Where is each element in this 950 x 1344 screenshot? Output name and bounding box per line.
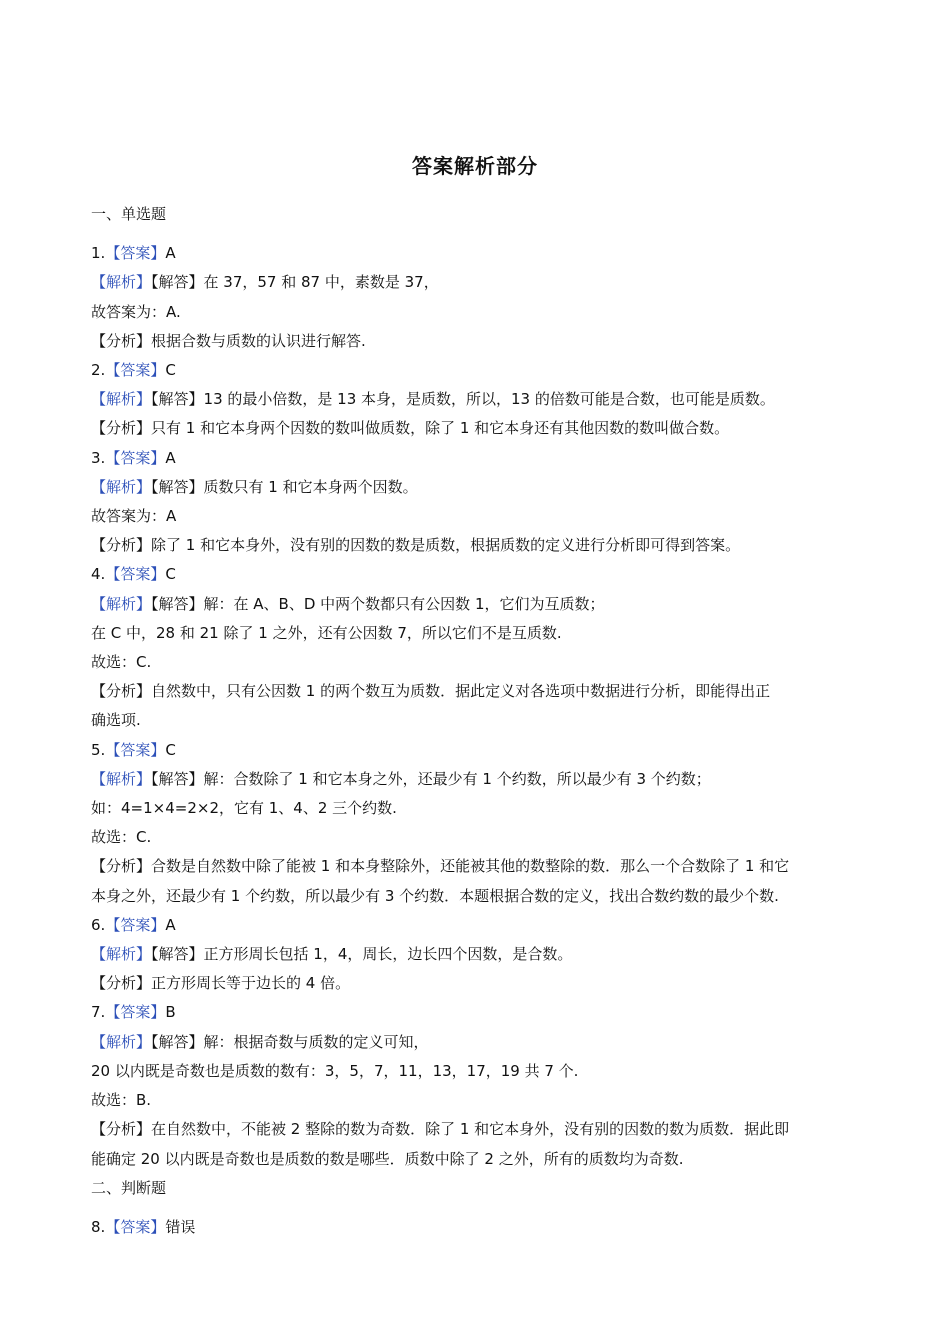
analysis-label: 【解析】 <box>91 594 152 613</box>
answer-label: 【答案】 <box>105 740 166 759</box>
solution-label: 【解答】 <box>151 594 204 613</box>
fenxi-label: 【分析】 <box>91 419 152 438</box>
answer-content <box>91 200 871 1242</box>
solution-label: 【解答】 <box>151 477 204 496</box>
fenxi-line: 【分析】自然数中，只有公因数 1 的两个数互为质数．据此定义对各选项中数据进行分析，即能得出正 <box>91 682 771 701</box>
answer-line: 1.【答案】A <box>91 244 176 263</box>
answer-label: 【答案】 <box>105 448 166 467</box>
answer-line: 2.【答案】C <box>91 361 176 380</box>
solution-line: 【解析】【解答】13 的最小倍数，是 13 本身，是质数，所以，13 的倍数可能是合数，也可能是质数。 <box>91 390 775 409</box>
solution-line: 如：4=1×4=2×2，它有 1、4、2 三个约数. <box>91 799 397 818</box>
fenxi-label: 【分析】 <box>91 1120 152 1139</box>
section-heading: 一、单选题 <box>91 205 167 223</box>
answer-label: 【答案】 <box>105 565 166 584</box>
solution-line: 20 以内既是奇数也是质数的数有：3，5，7，11，13，17，19 共 7 个. <box>91 1061 579 1080</box>
solution-line: 【解析】【解答】解：合数除了 1 和它本身之外，还最少有 1 个约数，所以最少有 3 个约数； <box>91 769 711 788</box>
answer-label: 【答案】 <box>105 361 166 380</box>
solution-label: 【解答】 <box>151 273 204 292</box>
answer-value: 错误 <box>165 1217 196 1236</box>
fenxi-label: 【分析】 <box>91 682 152 701</box>
answer-line: 5.【答案】C <box>91 740 176 759</box>
solution-label: 【解答】 <box>151 390 204 409</box>
analysis-label: 【解析】 <box>91 1032 152 1051</box>
solution-line: 在 C 中，28 和 21 除了 1 之外，还有公因数 7，所以它们不是互质数. <box>91 623 562 642</box>
section-heading: 二、判断题 <box>91 1178 167 1197</box>
answer-value: B <box>165 1003 176 1022</box>
solution-line: 故答案为：A <box>91 507 177 526</box>
answer-line: 6.【答案】A <box>91 915 176 934</box>
fenxi-line: 能确定 20 以内既是奇数也是质数的数是哪些．质数中除了 2 之外，所有的质数均为奇数. <box>91 1149 684 1168</box>
analysis-label: 【解析】 <box>91 477 152 496</box>
fenxi-label: 【分析】 <box>91 974 152 993</box>
fenxi-line: 【分析】在自然数中，不能被 2 整除的数为奇数．除了 1 和它本身外，没有别的因数的数为质数．据此即 <box>91 1120 790 1139</box>
solution-label: 【解答】 <box>151 769 204 788</box>
answer-line: 8.【答案】错误 <box>91 1217 196 1236</box>
solution-line: 【解析】【解答】在 37，57 和 87 中，素数是 37， <box>91 273 439 292</box>
analysis-label: 【解析】 <box>91 769 152 788</box>
fenxi-label: 【分析】 <box>91 857 152 876</box>
fenxi-line: 【分析】除了 1 和它本身外，没有别的因数的数是质数，根据质数的定义进行分析即可得到答案。 <box>91 536 741 555</box>
answer-label: 【答案】 <box>105 1003 166 1022</box>
fenxi-line: 【分析】根据合数与质数的认识进行解答. <box>91 331 366 350</box>
solution-label: 【解答】 <box>151 945 204 964</box>
solution-line: 【解析】【解答】质数只有 1 和它本身两个因数。 <box>91 477 418 496</box>
answer-value: A <box>165 448 176 467</box>
solution-line: 故选：C. <box>91 828 152 847</box>
solution-line: 【解析】【解答】正方形周长包括 1，4，周长，边长四个因数，是合数。 <box>91 945 573 964</box>
answer-value: C <box>165 361 176 380</box>
answer-value: C <box>165 565 176 584</box>
solution-line: 故答案为：A. <box>91 302 181 321</box>
fenxi-label: 【分析】 <box>91 536 152 555</box>
solution-line: 故选：C. <box>91 653 152 672</box>
fenxi-label: 【分析】 <box>91 331 152 350</box>
analysis-label: 【解析】 <box>91 273 152 292</box>
answer-line: 7.【答案】B <box>91 1003 176 1022</box>
analysis-label: 【解析】 <box>91 390 152 409</box>
fenxi-line: 【分析】只有 1 和它本身两个因数的数叫做质数，除了 1 和它本身还有其他因数的数叫做合数。 <box>91 419 730 438</box>
answer-value: C <box>165 740 176 759</box>
answer-value: A <box>165 244 176 263</box>
answer-line: 4.【答案】C <box>91 565 176 584</box>
answer-label: 【答案】 <box>105 244 166 263</box>
fenxi-line: 【分析】正方形周长等于边长的 4 倍。 <box>91 974 351 993</box>
answer-value: A <box>165 915 176 934</box>
fenxi-line: 【分析】合数是自然数中除了能被 1 和本身整除外，还能被其他的数整除的数．那么一个合数除了 1 和它 <box>91 857 790 876</box>
fenxi-line: 确选项. <box>91 711 141 730</box>
fenxi-line: 本身之外，还最少有 1 个约数，所以最少有 3 个约数．本题根据合数的定义，找出合数约数的最少个数. <box>91 886 779 905</box>
answer-label: 【答案】 <box>105 1217 166 1236</box>
solution-line: 故选：B. <box>91 1091 152 1110</box>
solution-line: 【解析】【解答】解：在 A、B、D 中两个数都只有公因数 1，它们为互质数； <box>91 594 605 613</box>
answer-label: 【答案】 <box>105 915 166 934</box>
page-title: 答案解析部分 <box>412 154 538 178</box>
solution-label: 【解答】 <box>151 1032 204 1051</box>
solution-line: 【解析】【解答】解：根据奇数与质数的定义可知， <box>91 1032 429 1051</box>
analysis-label: 【解析】 <box>91 945 152 964</box>
answer-line: 3.【答案】A <box>91 448 176 467</box>
